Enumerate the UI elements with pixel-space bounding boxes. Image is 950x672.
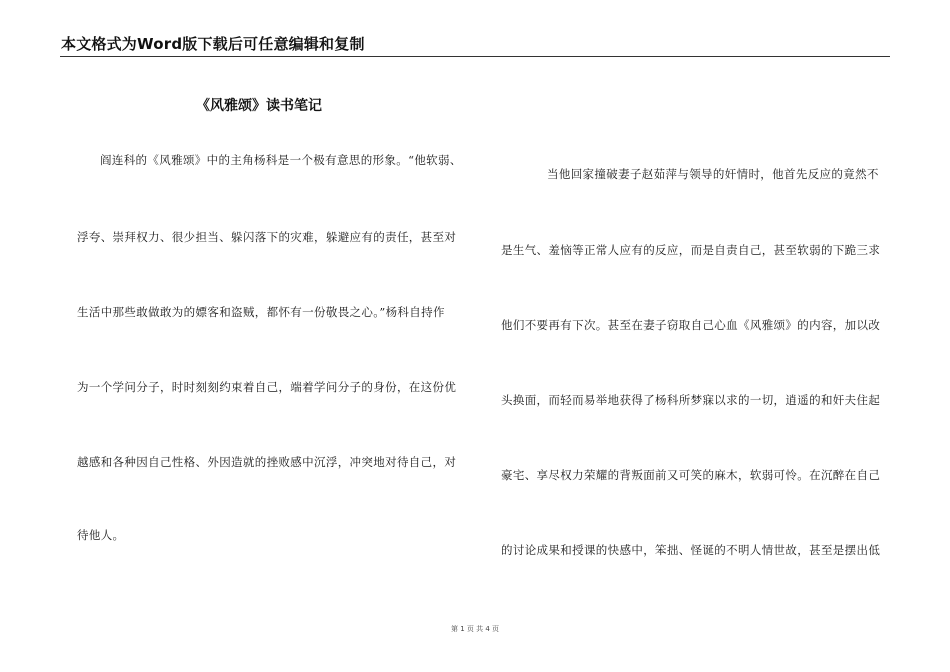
page-indicator: 第 1 页 共 4 页 xyxy=(450,625,500,633)
document-title: 《风雅颂》读书笔记 xyxy=(196,98,322,114)
text-line: 阎连科的《风雅颂》中的主角杨科是一个极有意思的形象。“他软弱、 xyxy=(100,153,462,167)
text-line: 当他回家撞破妻子赵茹萍与领导的奸情时，他首先反应的竟然不 xyxy=(547,167,879,181)
right-column xyxy=(501,0,888,672)
text-line: 浮夸、崇拜权力、很少担当、躲闪落下的灾难，躲避应有的责任，甚至对 xyxy=(77,230,457,244)
text-line: 为一个学问分子，时时刻刻约束着自己，端着学问分子的身份，在这份优 xyxy=(77,380,457,394)
text-line: 生活中那些敢做敢为的嫖客和盗贼，都怀有一份敬畏之心。”杨科自持作 xyxy=(77,305,445,319)
banner-text: 本文格式为Word版下载后可任意编辑和复制 xyxy=(61,35,365,53)
text-line: 豪宅、享尽权力荣耀的背叛面前又可笑的麻木，软弱可怜。在沉醉在自己 xyxy=(501,468,881,482)
text-line: 他们不要再有下次。甚至在妻子窃取自己心血《风雅颂》的内容，加以改 xyxy=(501,318,881,332)
text-line: 的讨论成果和授课的快感中，笨拙、怪诞的不明人情世故，甚至是摆出低 xyxy=(501,543,881,557)
text-line: 待他人。 xyxy=(77,528,125,542)
left-column xyxy=(77,0,464,672)
text-line: 越感和各种因自己性格、外因造就的挫败感中沉浮，冲突地对待自己，对 xyxy=(77,455,457,469)
text-line: 头换面，而轻而易举地获得了杨科所梦寐以求的一切，逍遥的和奸夫住起 xyxy=(501,393,881,407)
text-line: 是生气、羞恼等正常人应有的反应，而是自责自己，甚至软弱的下跪三求 xyxy=(501,243,881,257)
